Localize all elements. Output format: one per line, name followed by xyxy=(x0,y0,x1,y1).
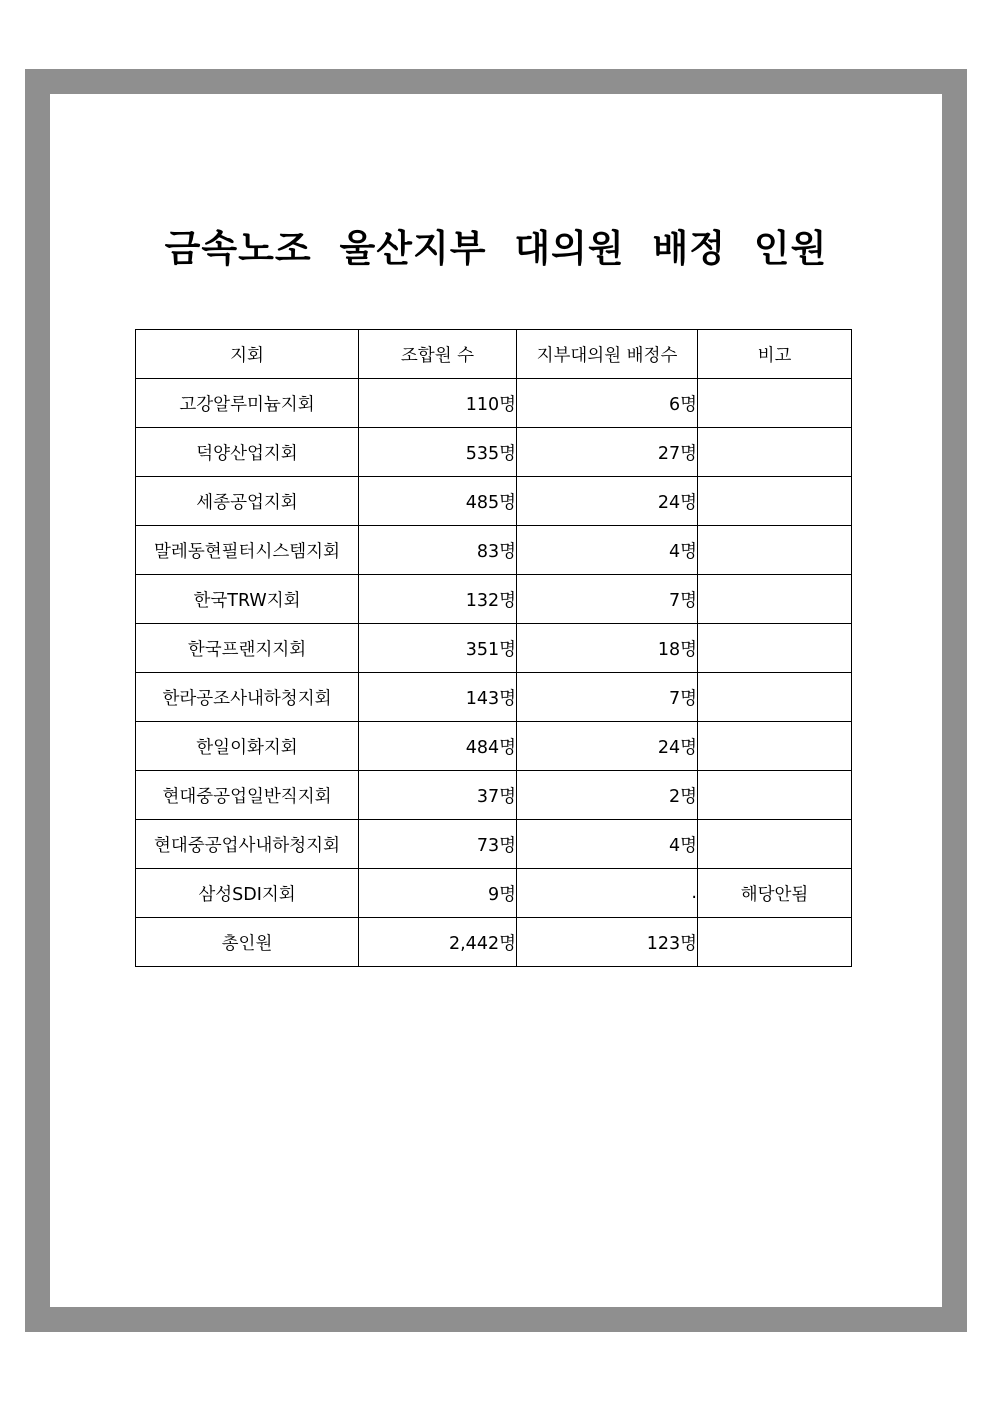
note-cell xyxy=(698,624,852,673)
table-row xyxy=(136,575,852,624)
table-row xyxy=(136,379,852,428)
member-count: 37명 xyxy=(359,771,517,820)
delegate-count: 7명 xyxy=(517,673,698,722)
table-row xyxy=(136,624,852,673)
branch-name: 현대중공업사내하청지회 xyxy=(136,820,359,869)
branch-name: 한국프랜지지회 xyxy=(136,624,359,673)
member-count: 73명 xyxy=(359,820,517,869)
branch-name: 말레동현필터시스템지회 xyxy=(136,526,359,575)
total-label: 총인원 xyxy=(136,918,359,967)
member-count: 132명 xyxy=(359,575,517,624)
delegate-count: 27명 xyxy=(517,428,698,477)
table-header-row xyxy=(136,330,852,379)
member-count: 484명 xyxy=(359,722,517,771)
note-cell xyxy=(698,477,852,526)
table-row xyxy=(136,771,852,820)
table-row xyxy=(136,722,852,771)
branch-name: 한국TRW지회 xyxy=(136,575,359,624)
branch-name: 한일이화지회 xyxy=(136,722,359,771)
table-row xyxy=(136,820,852,869)
total-delegate-count: 123명 xyxy=(517,918,698,967)
delegate-count: 4명 xyxy=(517,820,698,869)
delegate-count: 18명 xyxy=(517,624,698,673)
delegate-count: . xyxy=(517,869,698,918)
note-cell xyxy=(698,526,852,575)
header-note: 비고 xyxy=(698,330,852,379)
delegate-count: 7명 xyxy=(517,575,698,624)
header-branch: 지회 xyxy=(136,330,359,379)
note-cell xyxy=(698,575,852,624)
table-row xyxy=(136,428,852,477)
note-cell xyxy=(698,673,852,722)
note-cell xyxy=(698,428,852,477)
table-total-row xyxy=(136,918,852,967)
branch-name: 삼성SDI지회 xyxy=(136,869,359,918)
header-delegates: 지부대의원 배정수 xyxy=(517,330,698,379)
branch-name: 고강알루미늄지회 xyxy=(136,379,359,428)
delegate-count: 24명 xyxy=(517,477,698,526)
note-cell xyxy=(698,771,852,820)
delegate-count: 24명 xyxy=(517,722,698,771)
note-cell: 해당안됨 xyxy=(698,869,852,918)
table-row xyxy=(136,526,852,575)
table-row xyxy=(136,477,852,526)
member-count: 535명 xyxy=(359,428,517,477)
delegate-allocation-table xyxy=(135,329,852,967)
member-count: 110명 xyxy=(359,379,517,428)
member-count: 485명 xyxy=(359,477,517,526)
table-row xyxy=(136,869,852,918)
delegate-count: 2명 xyxy=(517,771,698,820)
member-count: 143명 xyxy=(359,673,517,722)
note-cell xyxy=(698,379,852,428)
branch-name: 현대중공업일반직지회 xyxy=(136,771,359,820)
document-title: 금속노조 울산지부 대의원 배정 인원 xyxy=(164,227,828,270)
member-count: 83명 xyxy=(359,526,517,575)
member-count: 9명 xyxy=(359,869,517,918)
total-note-cell xyxy=(698,918,852,967)
delegate-count: 4명 xyxy=(517,526,698,575)
delegate-count: 6명 xyxy=(517,379,698,428)
table-row xyxy=(136,673,852,722)
note-cell xyxy=(698,820,852,869)
note-cell xyxy=(698,722,852,771)
header-members: 조합원 수 xyxy=(359,330,517,379)
total-member-count: 2,442명 xyxy=(359,918,517,967)
member-count: 351명 xyxy=(359,624,517,673)
branch-name: 세종공업지회 xyxy=(136,477,359,526)
branch-name: 한라공조사내하청지회 xyxy=(136,673,359,722)
branch-name: 덕양산업지회 xyxy=(136,428,359,477)
